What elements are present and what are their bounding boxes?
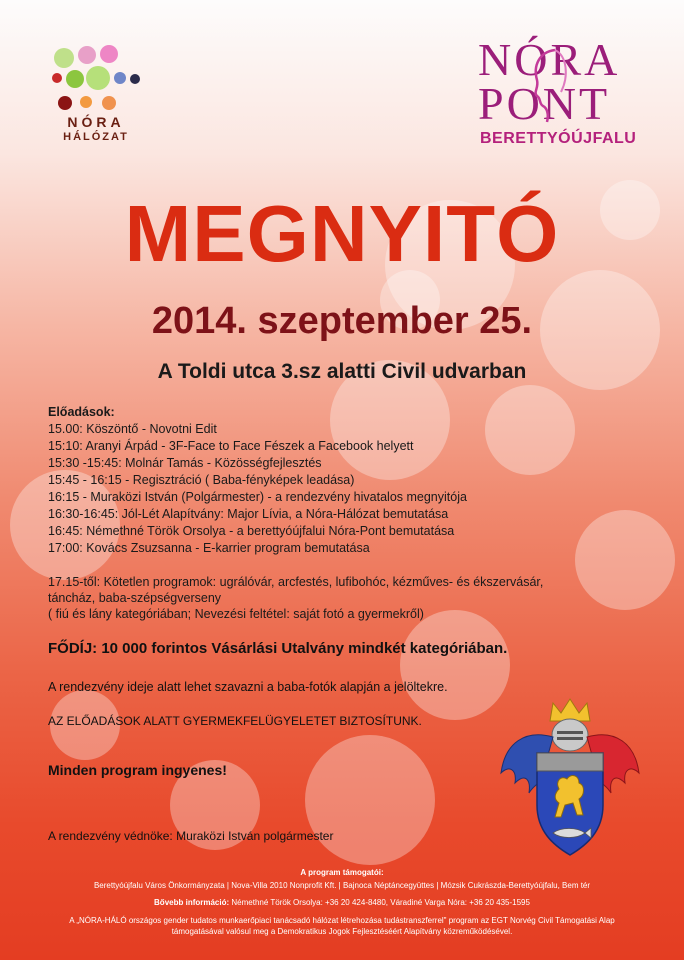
program-list (48, 404, 467, 557)
free-programs-line: 17.15-től: Kötetlen programok: ugrálóvár, arcfestés, lufibohóc, kézműves- és ékszervásár, (48, 575, 544, 589)
childcare-notice: AZ ELŐADÁSOK ALATT GYERMEKFELÜGYELETET BIZTOSÍTUNK. (48, 714, 422, 728)
footnote-line: támogatásával valósul meg a Demokratikus Jogok Fejlesztéséért Alapítvány közreműködésével. (171, 927, 513, 936)
more-info (0, 898, 684, 907)
free-all-notice: Minden program ingyenes! (48, 762, 227, 778)
logo-right-line2: PONT (478, 78, 611, 129)
main-prize: FŐDÍJ: 10 000 forintos Vásárlási Utalvány mindkét kategóriában. (48, 640, 508, 657)
supporters-heading: A program támogatói: (300, 868, 384, 877)
supporters-list: Berettyóújfalu Város Önkormányzata | Nova-Villa 2010 Nonprofit Kft. | Bajnoca Néptáncegyüttes | Mózsik Cukrászda-Berettyóújfalu, Bem tér (93, 881, 591, 890)
patron-text: A rendezvény védnöke: Muraközi István polgármester (48, 829, 334, 843)
event-venue: A Toldi utca 3.sz alatti Civil udvarban (157, 360, 527, 383)
program-heading: Előadások: (48, 405, 115, 419)
vote-notice: A rendezvény ideje alatt lehet szavazni a baba-fotók alapján a jelöltekre. (48, 680, 448, 694)
page-title: MEGNYITÓ (124, 189, 560, 278)
footnote (40, 915, 644, 937)
program-item: 15.00: Köszöntő - Novotni Edit (48, 422, 217, 436)
free-programs-line: táncház, baba-szépségverseny (48, 591, 222, 605)
program-item: 16:15 - Muraközi István (Polgármester) - a rendezvény hivatalos megnyitója (48, 490, 467, 504)
woman-profile-icon (525, 46, 573, 124)
program-item: 15:10: Aranyi Árpád - 3F-Face to Face Fészek a Facebook helyett (48, 439, 414, 453)
logo-left-line2: HÁLÓZAT (63, 131, 129, 143)
program-item: 16:45: Némethné Török Orsolya - a berettyóújfalui Nóra-Pont bemutatása (48, 524, 455, 538)
more-info-label: Bővebb információ: (154, 898, 230, 907)
footnote-line: A „NÓRA-HÁLÓ országos gender tudatos munkaerőpiaci tanácsadó hálózat létrehozása tudástranszferrel" program az EGT Norvég Civil Támogatási Alap (69, 916, 615, 925)
logo-left-line1: NÓRA (67, 114, 125, 130)
coat-of-arms-crest-icon (495, 693, 645, 863)
program-item: 15:30 -15:45: Molnár Tamás - Közösségfejlesztés (48, 456, 322, 470)
free-programs-line: ( fiú és lány kategóriában; Nevezési feltétel: saját fotó a gyermekről) (48, 607, 424, 621)
program-item: 15:45 - 16:15 - Regisztráció ( Baba-fényképek leadása) (48, 473, 355, 487)
logo-right-subtitle: BERETTYÓÚJFALU (480, 130, 637, 147)
event-date: 2014. szeptember 25. (151, 300, 533, 342)
program-item: 17:00: Kovács Zsuzsanna - E-karrier program bemutatása (48, 541, 370, 555)
free-programs (48, 574, 638, 622)
program-item: 16:30-16:45: Jól-Lét Alapítvány: Major Lívia, a Nóra-Hálózat bemutatása (48, 507, 449, 521)
logo-right-line1: NÓRA (478, 34, 621, 85)
more-info-text: Némethné Török Orsolya: +36 20 424-8480, Váradiné Varga Nóra: +36 20 435-1595 (231, 898, 530, 907)
